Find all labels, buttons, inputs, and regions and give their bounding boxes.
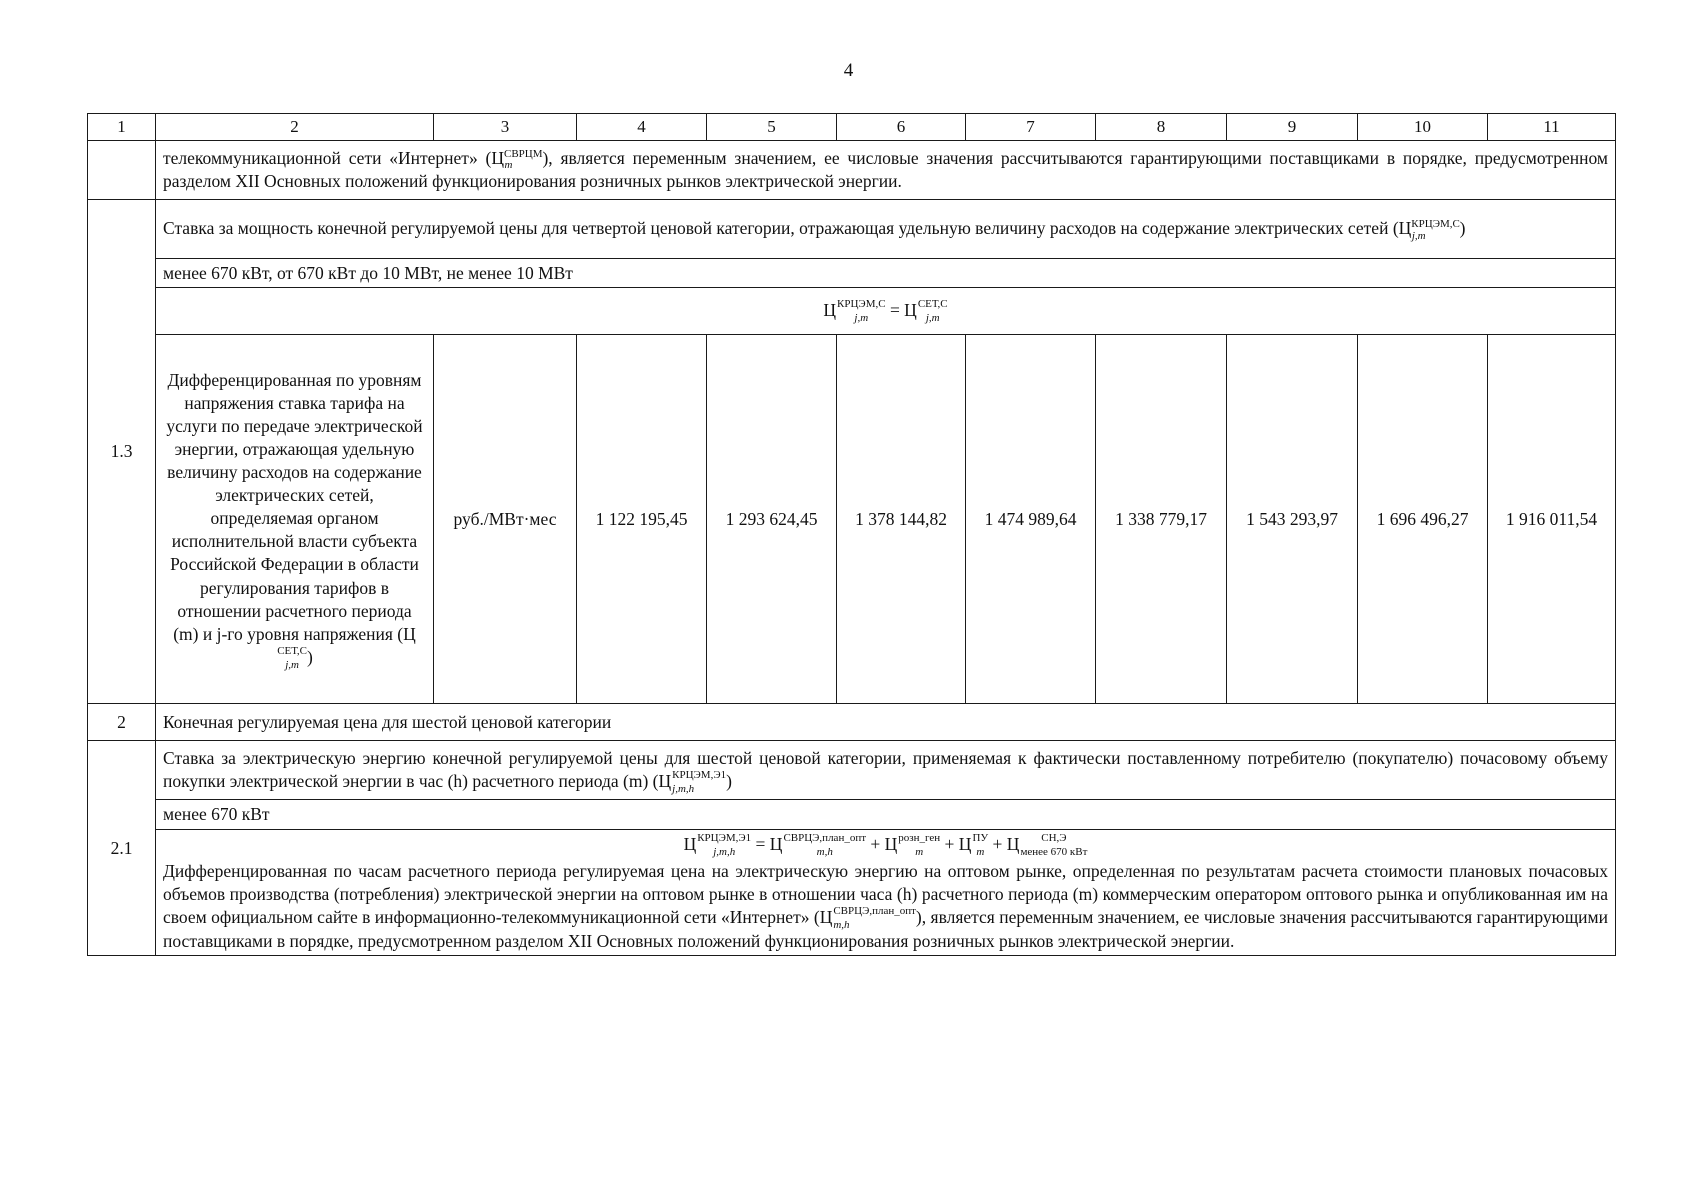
section-2-row [88,704,1616,741]
col-header-7: 7 [966,114,1096,141]
col-header-6: 6 [837,114,966,141]
col-header-5: 5 [707,114,837,141]
col-header-11: 11 [1488,114,1616,141]
col-header-10: 10 [1358,114,1488,141]
value-cell: 1 122 195,45 [577,335,707,704]
section-2-1-explanation: Дифференцированная по часам расчетного периода регулируемая цена на электрическую энергию на оптовом рынке, определенная по результатам расчета стоимости плановых почасовых объемов производства (потребления) электрической энергии на оптовом рынке в отношении часа (h) расчетного периода (m) коммерческим оператором оптового рынка и опубликованная им на своем официальном сайте в информационно-телекоммуникационной сети «Интернет» (Ц СВРЦЭ,план_опт m,h ), является переменным значением, ее числовые значения рассчитываются гарантирующими поставщиками в порядке, предусмотренном разделом XII Основных положений функционирования розничных рынков электрической энергии. [163,861,1608,951]
section-1-3-title-row [88,199,1616,258]
section-2-1-title-row [88,741,1616,800]
value-cell: 1 696 496,27 [1358,335,1488,704]
continuation-num-cell [88,140,156,199]
section-1-3-values-row [88,335,1616,704]
section-2-1-power-row [88,800,1616,830]
value-cell: 1 293 624,45 [707,335,837,704]
section-number-2: 2 [88,704,156,741]
section-2-1-body [156,830,1616,956]
col-header-2: 2 [156,114,434,141]
section-1-3-title: Ставка за мощность конечной регулируемой цены для четвертой ценовой категории, отражающая удельную величину расходов на содержание электрических сетей ($Ц^{КРЦЭМ,С}_{j,m}$ ) [156,199,1616,258]
section-number-1-3: 1.3 [88,199,156,704]
section-2-1-title: Ставка за электрическую энергию конечной регулируемой цены для шестой ценовой категории, применяемая к фактически поставленному потребителю (покупателю) почасовому объему покупки электрической энергии в час (h) расчетного периода (m) (Ц КРЦЭМ,Э1 j,m,h ) [156,741,1616,800]
rate-description: Дифференцированная по уровням напряжения ставка тарифа на услуги по передаче электрической энергии, отражающая удельную величину расходов на содержание электрических сетей, определяемая органом исполнительной власти субъекта Российской Федерации в области регулирования тарифов в отношении расчетного периода (m) и j-го уровня напряжения (Ц СЕТ,С j,m ) [156,335,434,704]
value-cell: 1 543 293,97 [1227,335,1358,704]
tariff-table [87,113,1616,956]
section-2-1-body-row [88,830,1616,956]
value-cell: 1 916 011,54 [1488,335,1616,704]
page-number: 4 [843,60,854,81]
col-header-3: 3 [434,114,577,141]
col-header-8: 8 [1096,114,1227,141]
formula-1-3: Ц КРЦЭМ,С j,m = Ц СЕТ,С j,m [156,288,1616,335]
section-number-2-1: 2.1 [88,741,156,956]
column-number-row [88,114,1616,141]
col-header-9: 9 [1227,114,1358,141]
power-range-text: менее 670 кВт, от 670 кВт до 10 МВт, не менее 10 МВт [156,258,1616,288]
power-range-text: менее 670 кВт [156,800,1616,830]
col-header-1: 1 [88,114,156,141]
value-cell: 1 378 144,82 [837,335,966,704]
section-2-title: Конечная регулируемая цена для шестой ценовой категории [156,704,1616,741]
continuation-row [88,140,1616,199]
formula-2-1: Ц КРЦЭМ,Э1 j,m,h = Ц СВРЦЭ,план_опт m,h + Ц розн_ген m + Ц ПУ m + Ц СН,Э менее 670 кВт [683,832,1088,859]
value-cell: 1 338 779,17 [1096,335,1227,704]
unit-cell: руб./МВт·мес [434,335,577,704]
col-header-4: 4 [577,114,707,141]
section-1-3-power-row [88,258,1616,288]
continuation-text: телекоммуникационной сети «Интернет» ($Ц^{СВРЦМ}_m$ ), является переменным значением, ее числовые значения рассчитываются гарантирующими поставщиками в порядке, предусмотренном разделом XII Основных положений функционирования розничных рынков электрической энергии. [156,140,1616,199]
section-1-3-formula-row [88,288,1616,335]
value-cell: 1 474 989,64 [966,335,1096,704]
